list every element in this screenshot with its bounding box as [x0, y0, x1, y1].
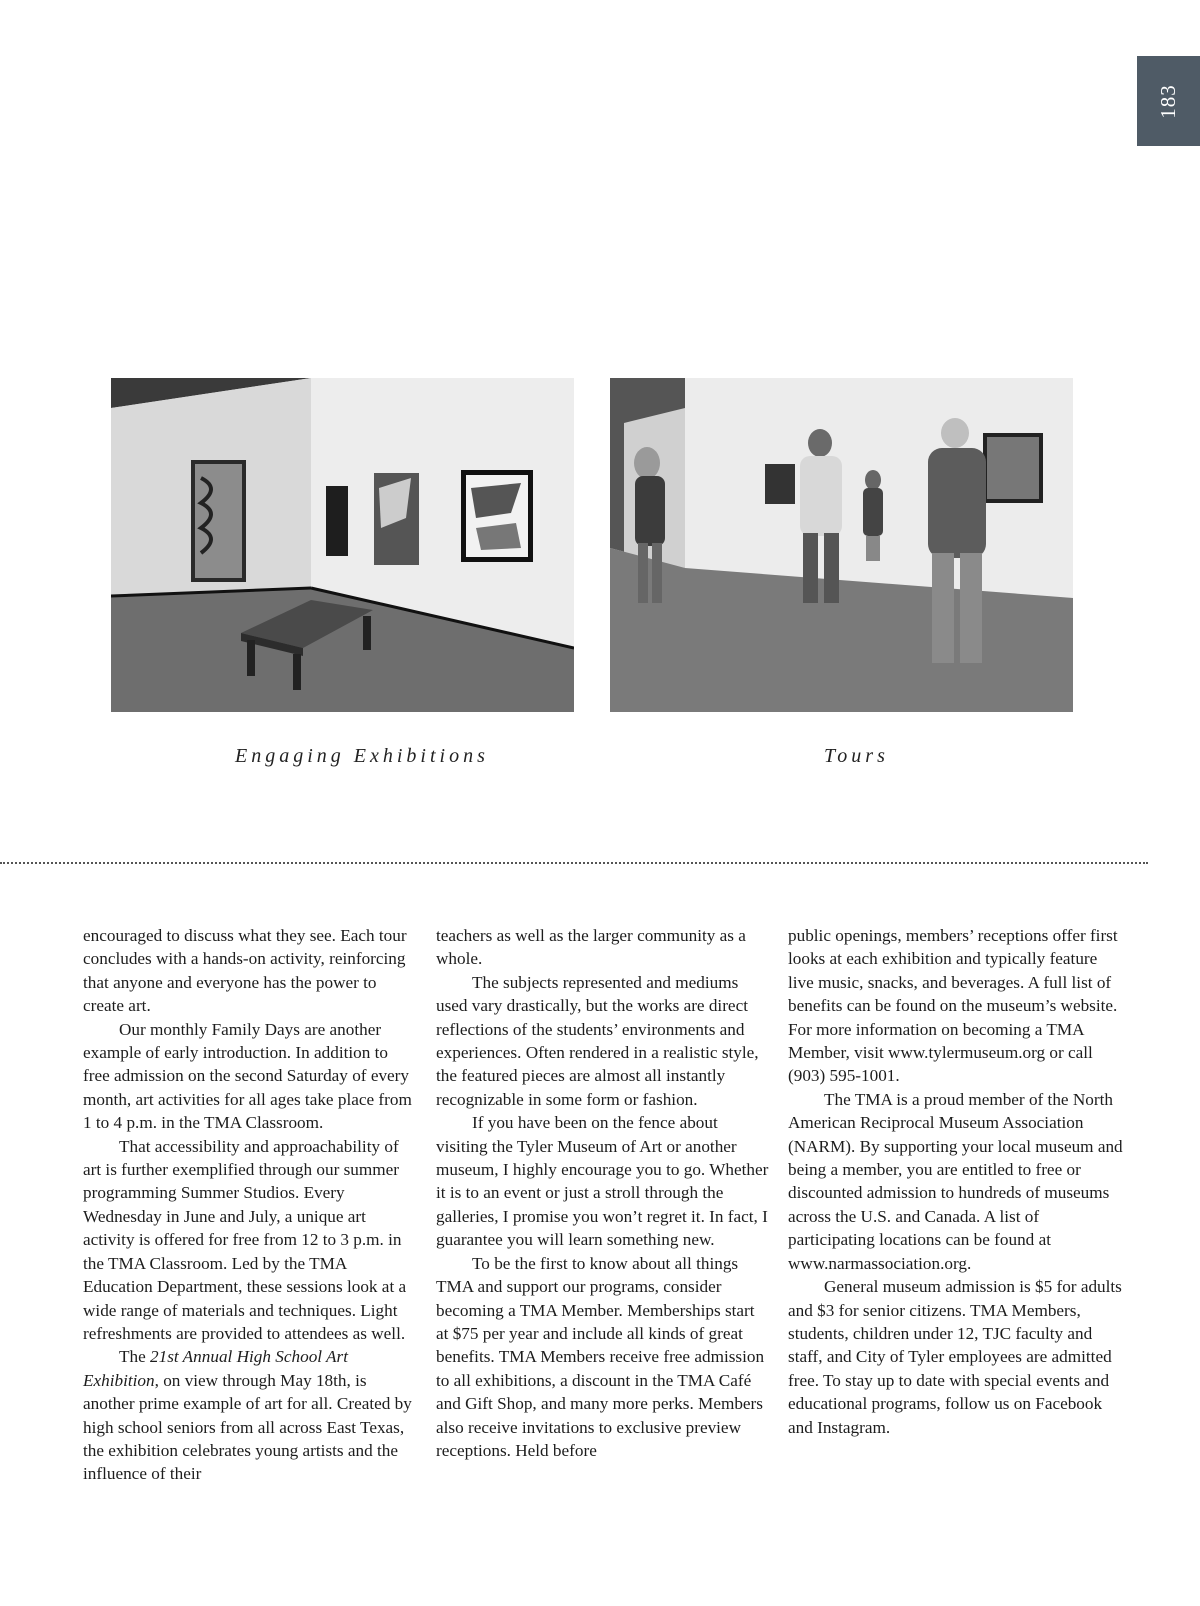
paragraph: encouraged to discuss what they see. Each tour concludes with a hands-on activity, reinforcing that anyone and everyone has the power to create art.: [83, 926, 407, 1016]
page-number: 183: [1156, 83, 1180, 119]
text-column-3: [788, 924, 1123, 1439]
paragraph: The subjects represented and mediums used vary drastically, but the works are direct reflections of the students’ environments and experiences. Often rendered in a realistic style, the featured pieces are almost all instantly recognizable in some form or fashion.: [436, 972, 759, 1109]
tour-group-image: [610, 378, 1073, 712]
paragraph: General museum admission is $5 for adults and $3 for senior citizens. TMA Members, students, children under 12, TJC faculty and staff, and City of Tyler employees are admitted free. To stay up to date with special events and educational programs, follow us on Facebook and Instagram.: [788, 1277, 1122, 1437]
paragraph: The TMA is a proud member of the North American Reciprocal Museum Association (NARM). By supporting your local museum and being a member, you are entitled to free or discounted admission to hundreds of museums across the U.S. and Canada. A list of participating locations can be found at www.narmassociation.org.: [788, 1089, 1123, 1273]
text-column-1: [83, 924, 418, 1486]
gallery-bench-image: [111, 378, 574, 712]
page-number-tab: [1137, 56, 1200, 146]
paragraph: That accessibility and approachability of art is further exemplified through our summer programming Summer Studios. Every Wednesday in June and July, a unique art activity is offered for free from 12 to 3 p.m. in the TMA Classroom. Led by the TMA Education Department, these sessions look at a wide range of materials and techniques. Light refreshments are provided to attendees as well.: [83, 1136, 407, 1343]
paragraph: [83, 1345, 418, 1485]
photo-tours: [610, 378, 1073, 712]
dotted-divider: [0, 862, 1148, 864]
exhibition-title: 21st Annual High School Art Exhibition: [83, 1347, 349, 1390]
paragraph: Our monthly Family Days are another example of early introduction. In addition to free admission on the second Saturday of every month, art activities for all ages take place from 1 to 4 p.m. in the TMA Classroom.: [83, 1019, 412, 1133]
paragraph-prefix: The: [119, 1347, 151, 1367]
text-column-2: [436, 924, 771, 1462]
caption-engaging-exhibitions: Engaging Exhibitions: [235, 745, 489, 767]
photo-engaging-exhibitions: [111, 378, 574, 712]
paragraph: To be the first to know about all things TMA and support our programs, consider becoming a TMA Member. Memberships start at $75 per year and include all kinds of great benefits. TMA Members receive free admission to all exhibitions, a discount in the TMA Café and Gift Shop, and many more perks. Members also receive invitations to exclusive preview receptions. Held before: [436, 1253, 765, 1460]
caption-tours: Tours: [824, 745, 889, 767]
paragraph: teachers as well as the larger community as a whole.: [436, 926, 746, 969]
paragraph: public openings, members’ receptions offer first looks at each exhibition and typically feature live music, snacks, and beverages. A full list of benefits can be found on the museum’s website. For more information on becoming a TMA Member, visit www.tylermuseum.org or call (903) 595-1001.: [788, 926, 1118, 1086]
paragraph-text: , on view through May 18th, is another prime example of art for all. Created by high school seniors from all across East Texas, the exhibition celebrates young artists and the influence of their: [83, 1370, 412, 1484]
paragraph: If you have been on the fence about visiting the Tyler Museum of Art or another museum, I highly encourage you to go. Whether it is to an event or just a stroll through the galleries, I promise you won’t regret it. In fact, I guarantee you will learn something new.: [436, 1113, 769, 1250]
